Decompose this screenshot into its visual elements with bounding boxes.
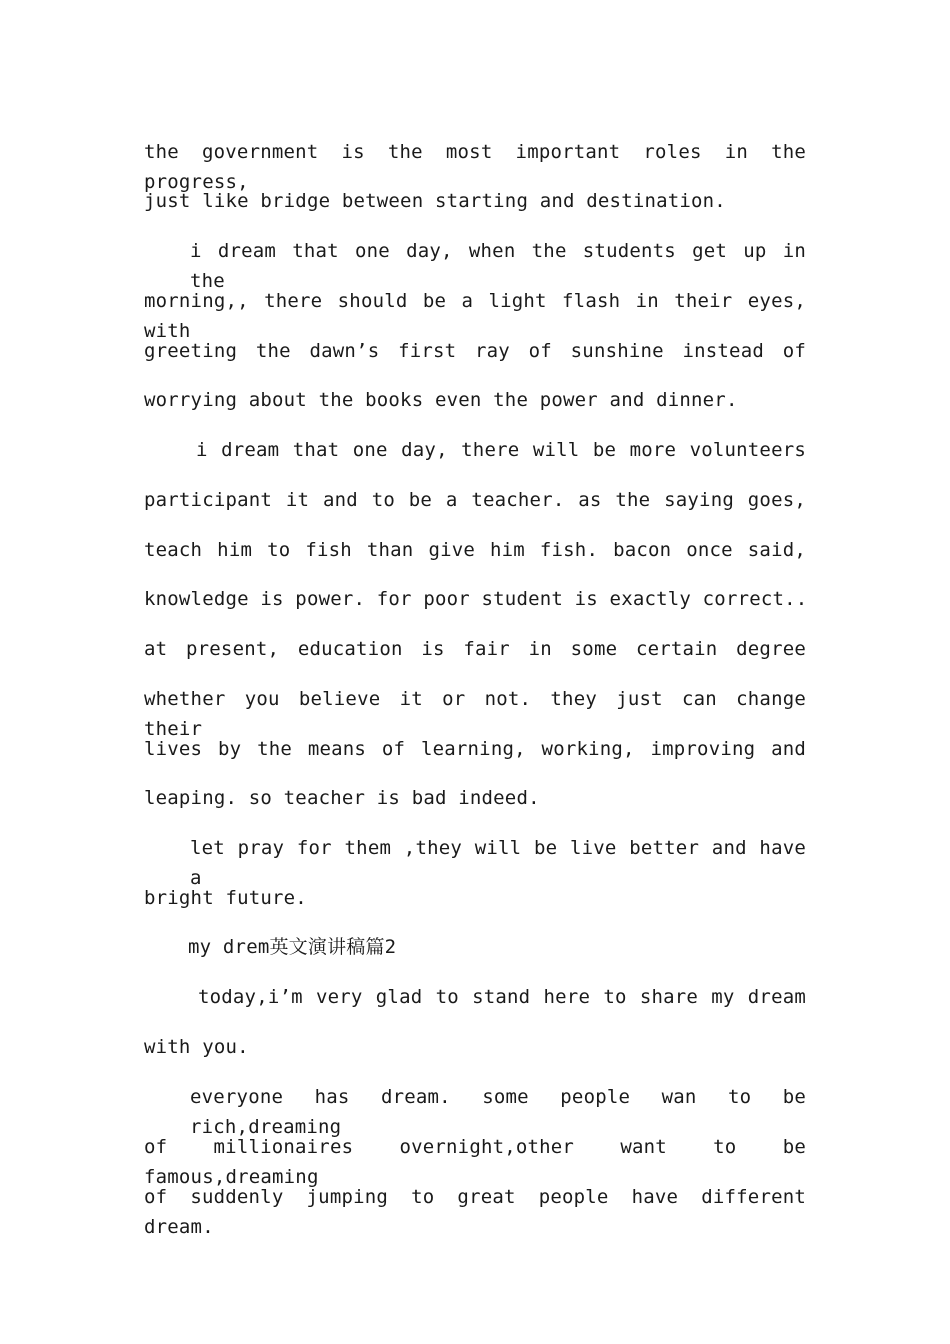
text-line: morning,, there should be a light flash in their eyes, with	[144, 290, 806, 342]
text-line: at present, education is fair in some certain degree	[144, 638, 806, 660]
text-line: teach him to fish than give him fish. bacon once said,	[144, 539, 806, 561]
text-line: worrying about the books even the power and dinner.	[144, 389, 738, 411]
text-line: lives by the means of learning, working, improving and	[144, 738, 806, 760]
text-line: bright future.	[144, 887, 307, 909]
text-line: i dream that one day, there will be more volunteers	[196, 439, 806, 461]
text-line: just like bridge between starting and destination.	[144, 190, 726, 212]
text-line: of millionaires overnight,other want to be famous,dreaming	[144, 1136, 806, 1188]
text-line: whether you believe it or not. they just can change their	[144, 688, 806, 740]
text-line: everyone has dream. some people wan to be rich,dreaming	[190, 1086, 806, 1138]
text-line: let pray for them ,they will be live better and have a	[190, 837, 806, 889]
text-line: greeting the dawn’s first ray of sunshine instead of	[144, 340, 806, 362]
text-line: participant it and to be a teacher. as the saying goes,	[144, 489, 806, 511]
text-line: with you.	[144, 1036, 249, 1058]
text-line: leaping. so teacher is bad indeed.	[144, 787, 540, 809]
text-line: the government is the most important roles in the progress,	[144, 141, 806, 193]
section-heading: my drem英文演讲稿篇2	[188, 936, 397, 958]
text-line: knowledge is power. for poor student is exactly correct..	[144, 588, 808, 610]
text-line: of suddenly jumping to great people have different dream.	[144, 1186, 806, 1238]
text-line: i dream that one day, when the students get up in the	[190, 240, 806, 292]
text-line: today,i’m very glad to stand here to share my dream	[198, 986, 806, 1008]
